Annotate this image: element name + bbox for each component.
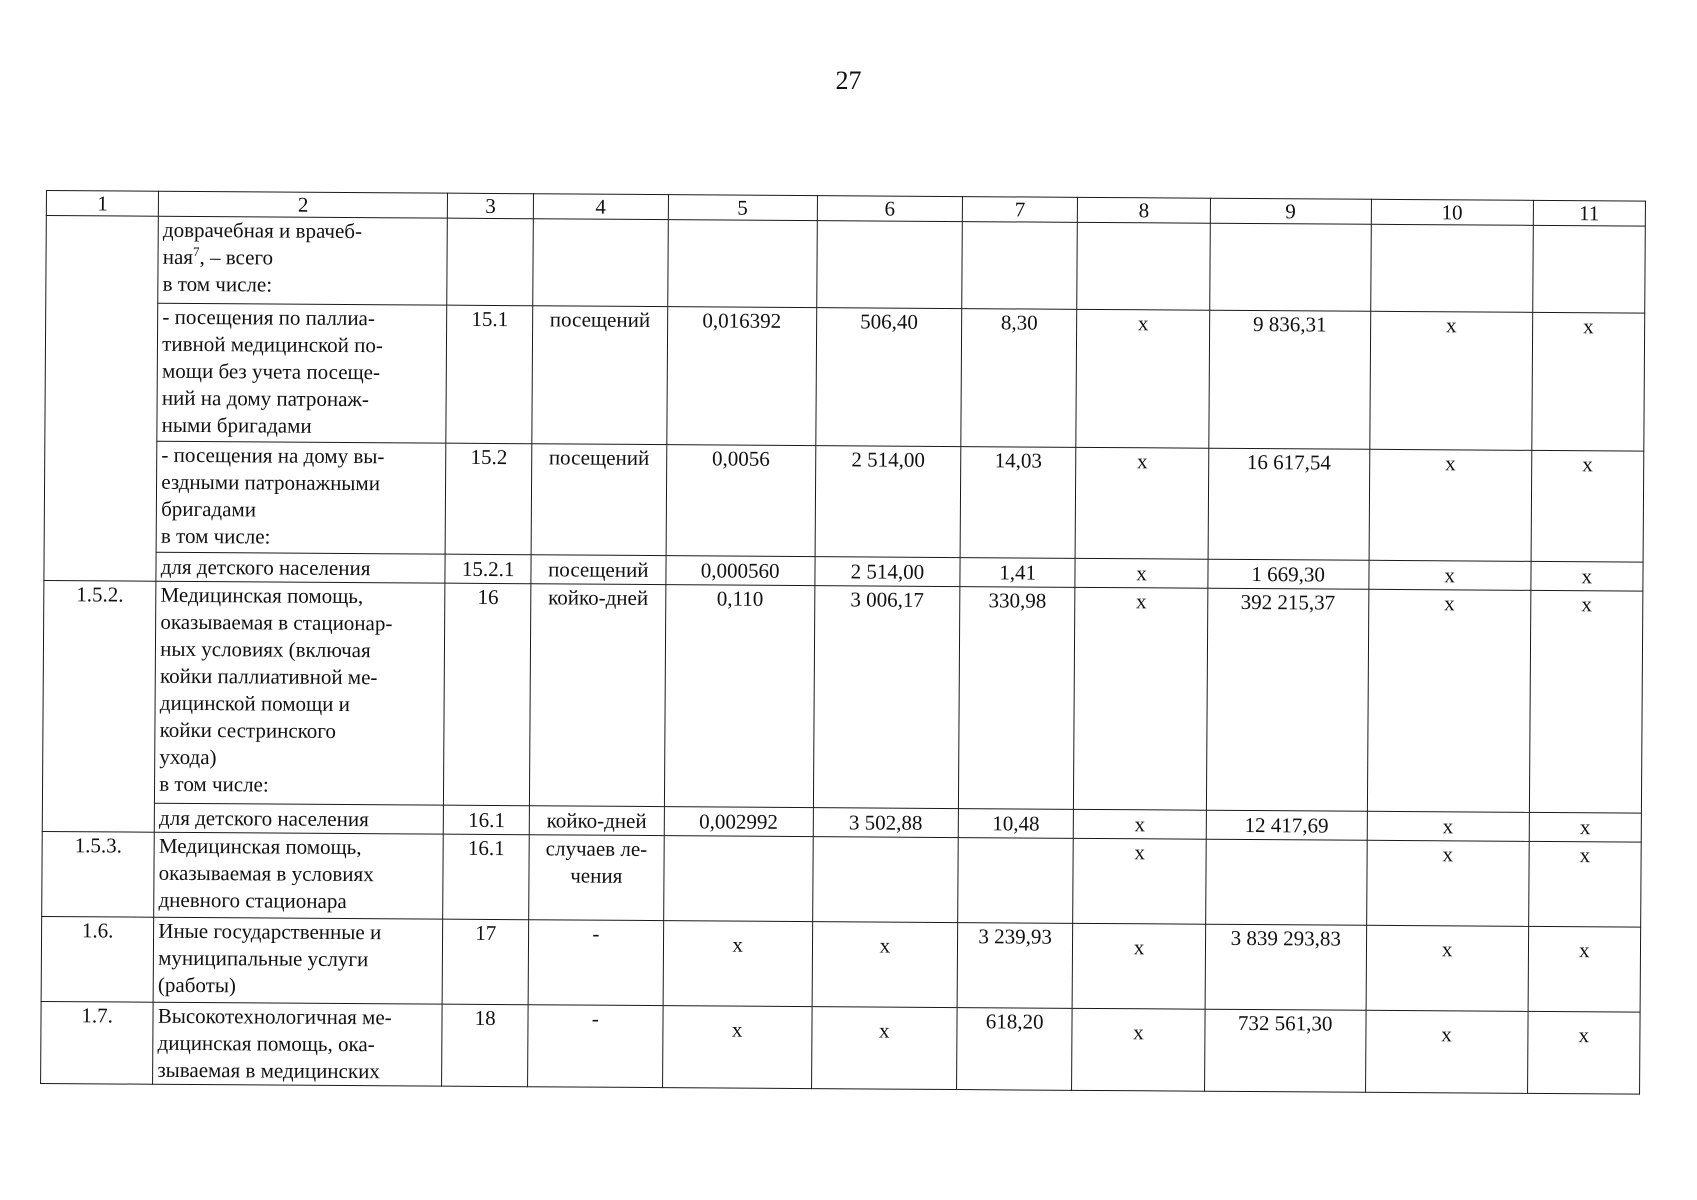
- value-cell-10: х: [1366, 840, 1529, 926]
- value-cell-6: 3 006,17: [813, 586, 960, 809]
- name-fragment: ная: [162, 244, 194, 269]
- value-cell-11: х: [1531, 561, 1644, 591]
- code-cell: 18: [442, 1004, 528, 1087]
- value-cell-10: [1370, 224, 1533, 312]
- value-cell-11: х: [1528, 841, 1641, 927]
- value-cell-8: х: [1075, 558, 1208, 588]
- name-line: Иные государственные и: [158, 918, 382, 945]
- value-cell-7: [962, 222, 1078, 310]
- data-table: [40, 190, 1646, 1095]
- code-cell: 16: [444, 583, 531, 806]
- value-cell-7: 618,20: [956, 1008, 1072, 1091]
- value-cell-9: [1205, 839, 1367, 925]
- value-cell-8: х: [1072, 923, 1205, 1009]
- unit-cell: посещений: [532, 306, 667, 445]
- column-header-7: 7: [962, 197, 1078, 223]
- table-row: [42, 580, 1642, 813]
- value-cell-6: 3 502,88: [813, 808, 958, 838]
- value-cell-8: х: [1076, 309, 1209, 448]
- value-cell-5: х: [663, 921, 813, 1007]
- table-row: [41, 916, 1641, 1012]
- column-header-1: 1: [46, 191, 158, 217]
- footnote-mark: 7: [192, 243, 200, 260]
- table-row: [41, 1001, 1641, 1094]
- name-line: бригадами: [161, 496, 257, 522]
- value-cell-7: 3 239,93: [957, 923, 1073, 1009]
- value-cell-7: 330,98: [958, 587, 1075, 810]
- value-cell-11: [1532, 225, 1645, 313]
- value-cell-5: 0,000560: [665, 556, 814, 586]
- value-cell-6: [813, 837, 959, 923]
- value-cell-8: х: [1073, 838, 1206, 924]
- value-cell-9: 12 417,69: [1206, 810, 1367, 840]
- unit-cell: случаев ле- чения: [529, 835, 664, 921]
- value-cell-10: х: [1365, 1010, 1528, 1093]
- value-cell-9: 392 215,37: [1206, 588, 1368, 811]
- value-cell-6: 506,40: [816, 308, 962, 447]
- name-line: зываемая в медицинских: [157, 1057, 380, 1084]
- code-cell: 15.1: [446, 305, 533, 444]
- value-cell-10: х: [1367, 589, 1530, 812]
- section-cell: 1.5.2.: [42, 580, 156, 832]
- code-cell: 16.1: [444, 805, 530, 835]
- value-cell-11: х: [1528, 926, 1641, 1012]
- code-cell: 15.2.1: [445, 554, 531, 584]
- column-header-10: 10: [1371, 199, 1533, 225]
- value-cell-6: х: [812, 922, 958, 1008]
- value-cell-11: х: [1531, 450, 1644, 562]
- value-cell-11: х: [1527, 1011, 1640, 1094]
- value-cell-7: 14,03: [960, 447, 1076, 559]
- unit-cell: -: [528, 1005, 663, 1088]
- value-cell-8: х: [1074, 587, 1208, 810]
- row-name-cell: [156, 552, 445, 583]
- column-header-9: 9: [1210, 198, 1371, 224]
- column-header-8: 8: [1078, 197, 1211, 223]
- value-cell-5: [663, 836, 813, 922]
- name-line: оказываемая в условиях: [158, 860, 374, 887]
- name-line: Медицинская помощь,: [158, 833, 362, 860]
- value-cell-11: х: [1529, 812, 1642, 842]
- page-number: 27: [835, 66, 862, 95]
- value-cell-10: х: [1369, 560, 1531, 590]
- table-row: [44, 440, 1644, 562]
- value-cell-9: 732 561,30: [1204, 1009, 1365, 1092]
- name-line: - посещения по паллиа-: [162, 304, 376, 331]
- name-line: в том числе:: [162, 271, 273, 297]
- value-cell-8: х: [1072, 1008, 1205, 1091]
- row-name-cell: [153, 1002, 443, 1086]
- row-name-cell: [158, 216, 448, 305]
- name-line: (работы): [157, 972, 237, 998]
- name-line: - посещения на дому вы-: [161, 442, 385, 469]
- row-name-cell: [154, 832, 444, 919]
- section-cell: 1.7.: [41, 1001, 154, 1084]
- value-cell-7: [958, 838, 1074, 924]
- name-line: муниципальные услуги: [158, 945, 369, 972]
- name-line: ных условиях (включая: [160, 636, 371, 663]
- value-cell-10: х: [1367, 811, 1529, 841]
- name-line: койки паллиативной ме-: [159, 663, 378, 690]
- value-cell-11: х: [1529, 590, 1643, 813]
- table-row: [46, 216, 1646, 314]
- value-cell-10: х: [1369, 449, 1532, 561]
- section-cell: 1.5.3.: [42, 831, 155, 917]
- value-cell-7: 8,30: [961, 309, 1077, 448]
- value-cell-5: 0,110: [664, 585, 815, 808]
- name-fragment: , – всего: [199, 245, 274, 270]
- value-cell-5: х: [662, 1006, 812, 1089]
- name-line: тивной медицинской по-: [162, 331, 384, 358]
- value-cell-9: 9 836,31: [1209, 310, 1371, 449]
- value-cell-9: 3 839 293,83: [1205, 924, 1367, 1010]
- table-row: [42, 831, 1642, 927]
- table-sheet: [40, 190, 1646, 1095]
- value-cell-6: 2 514,00: [815, 557, 960, 587]
- value-cell-8: [1077, 222, 1210, 310]
- code-cell: 16.1: [443, 834, 529, 920]
- column-header-3: 3: [448, 193, 534, 219]
- unit-cell: посещений: [531, 444, 666, 556]
- value-cell-5: [667, 220, 817, 308]
- name-line: для детского населения: [160, 554, 371, 581]
- column-header-2: 2: [159, 191, 448, 218]
- code-cell: 15.2: [445, 443, 531, 555]
- table-row: [45, 303, 1645, 452]
- name-line: для детского населения: [158, 805, 369, 832]
- row-name-cell: [157, 303, 447, 443]
- value-cell-11: х: [1531, 312, 1644, 451]
- column-header-5: 5: [668, 195, 817, 221]
- value-cell-6: 2 514,00: [815, 446, 961, 558]
- section-cell: [44, 216, 159, 582]
- name-line: доврачебная и врачеб-: [162, 217, 363, 244]
- row-name-cell: [156, 441, 446, 554]
- unit-cell: -: [528, 920, 663, 1006]
- value-cell-7: 10,48: [958, 809, 1074, 839]
- section-cell: 1.6.: [41, 916, 154, 1002]
- name-line: оказываемая в стационар-: [160, 609, 393, 636]
- value-cell-6: х: [811, 1007, 957, 1090]
- value-cell-7: 1,41: [960, 558, 1076, 588]
- value-cell-10: х: [1366, 925, 1529, 1011]
- value-cell-9: 16 617,54: [1208, 448, 1370, 560]
- row-name-cell: [155, 581, 446, 805]
- name-line: в том числе:: [159, 771, 269, 797]
- unit-cell: койко-дней: [530, 584, 666, 807]
- name-line: Медицинская помощь,: [160, 582, 364, 609]
- value-cell-9: [1209, 223, 1371, 311]
- name-line: ездными патронажными: [161, 469, 381, 496]
- value-cell-5: 0,002992: [664, 807, 813, 837]
- name-line: Высокотехнологичная ме-: [157, 1003, 392, 1030]
- column-header-4: 4: [533, 194, 668, 220]
- value-cell-5: 0,0056: [666, 445, 816, 557]
- value-cell-8: х: [1075, 447, 1208, 559]
- column-header-6: 6: [817, 196, 962, 222]
- unit-cell: посещений: [531, 555, 666, 585]
- row-name-cell: [153, 917, 443, 1004]
- unit-cell: [533, 219, 668, 307]
- code-cell: [447, 218, 533, 306]
- value-cell-5: 0,016392: [666, 307, 816, 446]
- name-line: в том числе:: [160, 523, 271, 549]
- value-cell-10: х: [1369, 311, 1532, 450]
- name-line: дицинской помощи и: [159, 690, 351, 717]
- value-cell-6: [817, 221, 963, 309]
- name-line: ухода): [159, 744, 217, 770]
- value-cell-9: 1 669,30: [1208, 559, 1369, 589]
- name-line: дицинская помощь, ока-: [157, 1030, 375, 1057]
- value-cell-8: х: [1074, 809, 1207, 839]
- column-header-11: 11: [1533, 200, 1645, 226]
- name-line: койки сестринского: [159, 717, 336, 743]
- unit-cell: койко-дней: [529, 806, 664, 836]
- row-name-cell: [154, 803, 443, 834]
- code-cell: 17: [442, 919, 528, 1005]
- name-line: ний на дому патронаж-: [161, 385, 370, 412]
- name-line: [163, 244, 443, 273]
- name-line: дневного стационара: [158, 887, 347, 914]
- name-line: ными бригадами: [161, 412, 312, 438]
- name-line: мощи без учета посеще-: [161, 358, 381, 385]
